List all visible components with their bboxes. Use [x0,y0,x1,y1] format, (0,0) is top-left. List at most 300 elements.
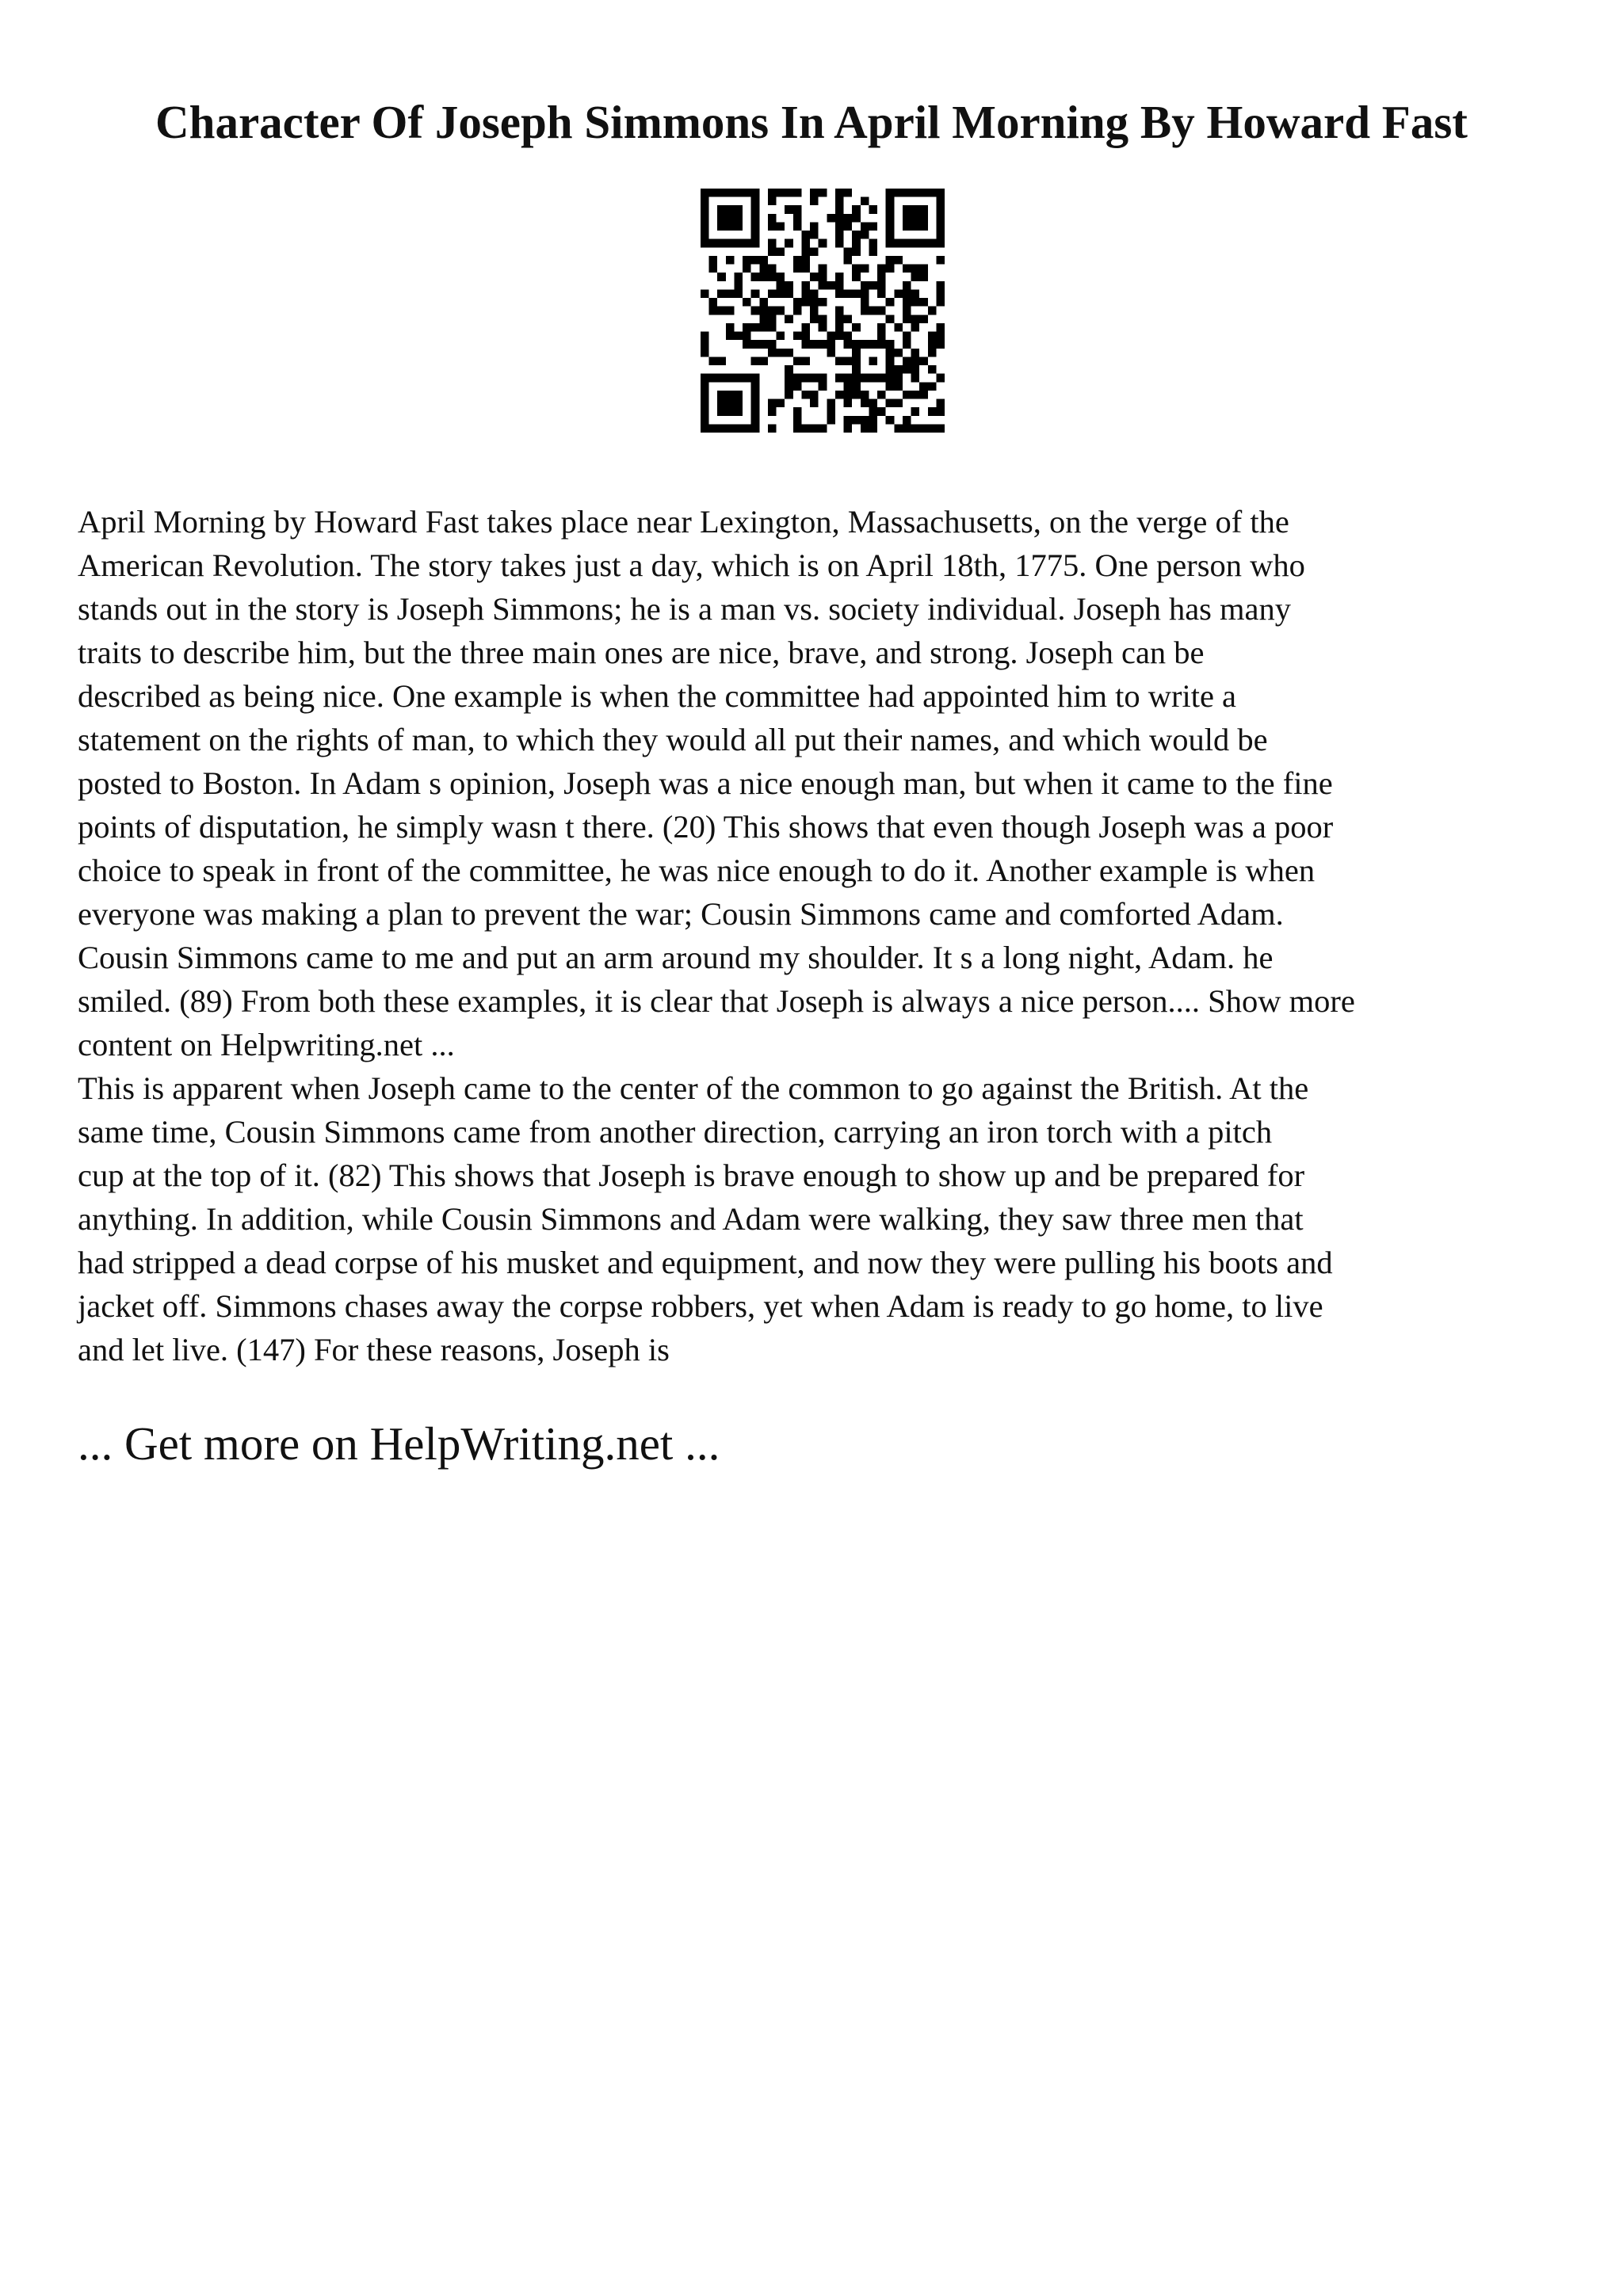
qr-module [709,298,718,307]
qr-module [911,349,920,357]
qr-module [869,416,877,425]
qr-module [726,214,735,223]
qr-module [768,222,777,231]
qr-module [894,349,903,357]
qr-module [903,281,911,290]
qr-module [759,357,768,365]
qr-module [759,340,768,349]
qr-module [869,407,877,416]
qr-module [734,374,743,383]
qr-module [768,340,777,349]
qr-module [801,265,810,273]
qr-module [743,424,751,433]
qr-module [701,424,709,433]
qr-module [936,231,945,239]
qr-module [810,315,819,323]
qr-module [768,197,777,206]
qr-module [709,256,718,265]
qr-module [936,340,945,349]
qr-module [717,214,726,223]
qr-module [819,265,827,273]
qr-module [936,374,945,383]
qr-module [768,407,777,416]
qr-module [734,399,743,408]
qr-module [709,307,718,315]
qr-module [903,315,911,323]
qr-module [911,374,920,383]
qr-module [793,189,802,197]
qr-module [751,424,760,433]
qr-module [835,273,844,281]
qr-module [869,374,877,383]
qr-module [852,382,861,391]
qr-module [844,424,853,433]
qr-module [734,289,743,298]
qr-module [936,239,945,248]
qr-module [734,281,743,290]
qr-module [751,357,760,365]
text-line: described as being nice. One example is when the committee had appointed him to write a [78,678,1237,714]
qr-module [844,382,853,391]
qr-module [844,256,853,265]
qr-module [869,247,877,256]
qr-module [877,289,886,298]
qr-module [936,424,945,433]
qr-module [911,189,920,197]
qr-module [701,289,709,298]
qr-module [852,273,861,281]
text-line: and let live. (147) For these reasons, Joseph is [78,1332,670,1367]
qr-module [793,205,802,214]
qr-module [869,424,877,433]
qr-module [810,189,819,197]
text-line: Cousin Simmons came to me and put an arm around my shoulder. It s a long night, Adam. he [78,940,1274,975]
qr-module [810,273,819,281]
qr-module [903,265,911,273]
qr-module [919,382,928,391]
qr-module [810,231,819,239]
qr-module [861,281,869,290]
qr-module [886,357,895,365]
text-line: everyone was making a plan to prevent the war; Cousin Simmons came and comforted Adam. [78,896,1284,932]
show-more-link[interactable]: content on Helpwriting.net ... [78,1027,455,1062]
qr-module [751,416,760,425]
qr-module [844,374,853,383]
text-line: statement on the rights of man, to which they would all put their names, and which would be [78,722,1268,757]
qr-module [701,231,709,239]
qr-module [801,391,810,399]
qr-module [793,265,802,273]
qr-module [801,340,810,349]
qr-module [852,391,861,399]
qr-module [810,374,819,383]
qr-module [835,214,844,223]
text-line: jacket off. Simmons chases away the corpse robbers, yet when Adam is ready to go home, to live [78,1288,1323,1324]
qr-module [886,365,895,374]
qr-module [801,289,810,298]
qr-module [701,374,709,383]
qr-module [911,265,920,273]
qr-module [759,273,768,281]
qr-module [852,357,861,365]
qr-module [777,189,785,197]
qr-module [844,357,853,365]
text-line: anything. In addition, while Cousin Simmons and Adam were walking, they saw three men that [78,1201,1304,1237]
qr-module [743,340,751,349]
qr-module [827,399,835,408]
text-line: traits to describe him, but the three main ones are nice, brave, and strong. Joseph can be [78,635,1205,670]
qr-module [801,424,810,433]
qr-module [701,222,709,231]
text-line: stands out in the story is Joseph Simmons; he is a man vs. society individual. Joseph has many [78,591,1292,627]
qr-module [877,273,886,281]
qr-module [734,222,743,231]
qr-module [835,222,844,231]
qr-module [734,189,743,197]
qr-module [869,357,877,365]
qr-module [886,197,895,206]
text-line: same time, Cousin Simmons came from another direction, carrying an iron torch with a pitch [78,1114,1273,1150]
qr-module [777,399,785,408]
qr-module [886,416,895,425]
qr-module [726,332,735,341]
qr-module [877,265,886,273]
qr-module [911,298,920,307]
text-line: points of disputation, he simply wasn t there. (20) This shows that even though Joseph was a poor [78,809,1334,845]
qr-module [793,416,802,425]
qr-module [903,239,911,248]
qr-module [886,222,895,231]
text-line: American Revolution. The story takes just a day, which is on April 18th, 1775. One person who [78,547,1305,583]
qr-module [759,315,768,323]
qr-module [919,239,928,248]
qr-module [894,323,903,332]
qr-module [726,391,735,399]
qr-module [726,399,735,408]
qr-module [726,407,735,416]
qr-module [936,281,945,290]
qr-module [903,391,911,399]
text-line: cup at the top of it. (82) This shows that Joseph is brave enough to show up and be prepared for [78,1158,1305,1193]
qr-module [844,399,853,408]
qr-module [844,289,853,298]
qr-module [801,231,810,239]
qr-module [852,247,861,256]
qr-module [919,214,928,223]
qr-module [751,256,760,265]
qr-module [877,374,886,383]
qr-module [835,239,844,248]
qr-module [861,340,869,349]
qr-module [768,189,777,197]
qr-module [844,391,853,399]
qr-module [936,197,945,206]
qr-module [793,222,802,231]
qr-module [936,407,945,416]
qr-module [793,382,802,391]
qr-module [734,424,743,433]
qr-module [743,189,751,197]
qr-module [877,407,886,416]
qr-module [936,256,945,265]
qr-module [919,391,928,399]
qr-module [869,239,877,248]
qr-module [911,323,920,332]
qr-module [751,289,760,298]
qr-module [861,374,869,383]
qr-module [819,273,827,281]
qr-module [835,289,844,298]
qr-module [810,247,819,256]
qr-module [903,298,911,307]
qr-module [768,399,777,408]
qr-module [928,332,937,341]
qr-module [726,323,735,332]
qr-module [835,391,844,399]
qr-module [734,205,743,214]
qr-module [886,231,895,239]
qr-module [793,424,802,433]
qr-module [709,357,718,365]
qr-module [801,281,810,290]
qr-module [936,298,945,307]
qr-module [919,357,928,365]
qr-module [919,265,928,273]
qr-module [701,382,709,391]
qr-module [877,391,886,399]
qr-module [734,391,743,399]
qr-module [852,416,861,425]
qr-module [717,239,726,248]
qr-module [726,374,735,383]
qr-module [919,424,928,433]
qr-module [928,424,937,433]
qr-module [801,374,810,383]
qr-module [928,407,937,416]
qr-module [861,307,869,315]
qr-module [801,357,810,365]
qr-module [844,222,853,231]
qr-module [701,407,709,416]
qr-module [861,424,869,433]
qr-module [785,205,793,214]
text-line: posted to Boston. In Adam s opinion, Joseph was a nice enough man, but when it came to the fine [78,765,1333,801]
qr-module [861,222,869,231]
qr-module [844,189,853,197]
qr-module [810,197,819,206]
qr-module [701,340,709,349]
qr-module [777,247,785,256]
qr-code-icon[interactable] [701,189,945,433]
qr-module [777,307,785,315]
qr-module [886,298,895,307]
qr-module [886,205,895,214]
qr-module [877,323,886,332]
qr-module [903,222,911,231]
paragraph-2 [78,1066,1568,1371]
qr-module [801,298,810,307]
qr-module [717,391,726,399]
qr-module [819,281,827,290]
qr-module [785,315,793,323]
qr-module [717,205,726,214]
qr-module [911,205,920,214]
qr-module [827,281,835,290]
qr-module [835,189,844,197]
qr-module [768,323,777,332]
qr-module [777,222,785,231]
qr-module [810,222,819,231]
document-title: Character Of Joseph Simmons In April Morning By Howard Fast [155,96,1468,148]
qr-module [793,307,802,315]
qr-module [743,239,751,248]
qr-module [759,256,768,265]
qr-module [852,340,861,349]
qr-module [869,340,877,349]
qr-module [768,273,777,281]
qr-module [936,323,945,332]
qr-module [785,391,793,399]
qr-module [810,340,819,349]
qr-module [726,189,735,197]
qr-module [743,298,751,307]
qr-module [709,239,718,248]
qr-module [810,298,819,307]
qr-module [709,189,718,197]
qr-module [810,289,819,298]
text-line: April Morning by Howard Fast takes place near Lexington, Massachusetts, on the verge of the [78,504,1289,540]
qr-module [852,349,861,357]
qr-module [928,307,937,315]
get-more-link[interactable]: ... Get more on HelpWriting.net ... [78,1417,720,1470]
qr-module [852,239,861,248]
qr-module [835,332,844,341]
qr-module [701,205,709,214]
qr-module [886,382,895,391]
qr-module [743,256,751,265]
qr-module [886,214,895,223]
qr-module [903,424,911,433]
qr-module [903,332,911,341]
qr-module [911,424,920,433]
qr-module [768,239,777,248]
qr-module [751,407,760,416]
qr-module [785,189,793,197]
qr-module [928,365,937,374]
qr-module [734,273,743,281]
qr-module [751,189,760,197]
qr-module [844,340,853,349]
qr-module [701,416,709,425]
qr-module [936,289,945,298]
qr-module [751,307,760,315]
qr-module [701,239,709,248]
qr-module [886,315,895,323]
qr-module [911,315,920,323]
qr-module [793,407,802,416]
qr-module [726,222,735,231]
qr-module [886,340,895,349]
qr-module [751,382,760,391]
qr-module [726,205,735,214]
qr-module [819,323,827,332]
qr-module [869,205,877,214]
qr-module [743,332,751,341]
qr-module [717,307,726,315]
qr-module [759,298,768,307]
qr-module [793,357,802,365]
qr-module [894,382,903,391]
qr-module [936,222,945,231]
qr-module [903,189,911,197]
qr-module [701,332,709,341]
qr-module [726,307,735,315]
qr-module [751,197,760,206]
qr-module [810,307,819,315]
qr-module [717,424,726,433]
qr-module [894,239,903,248]
qr-module [801,256,810,265]
qr-module [877,281,886,290]
qr-module [827,416,835,425]
qr-module [701,214,709,223]
qr-module [844,315,853,323]
qr-module [835,315,844,323]
qr-module [751,222,760,231]
text-line: choice to speak in front of the committee, he was nice enough to do it. Another example is when [78,852,1316,888]
qr-module [852,289,861,298]
qr-module [936,205,945,214]
qr-module [869,281,877,290]
qr-module [911,357,920,365]
qr-module [768,315,777,323]
qr-module [801,239,810,248]
qr-module [869,399,877,408]
qr-module [835,281,844,290]
text-line: This is apparent when Joseph came to the center of the common to go against the British. At the [78,1070,1309,1106]
qr-module [827,340,835,349]
qr-module [785,365,793,374]
qr-module [777,273,785,281]
qr-module [852,214,861,223]
qr-module [886,189,895,197]
qr-module [861,289,869,298]
qr-module [819,382,827,391]
qr-module [827,214,835,223]
qr-module [936,189,945,197]
qr-module [844,247,853,256]
qr-module [827,407,835,416]
qr-module [911,273,920,281]
qr-module [869,222,877,231]
qr-module [734,239,743,248]
qr-module [894,374,903,383]
qr-module [734,407,743,416]
qr-module [801,323,810,332]
qr-module [819,424,827,433]
qr-module [827,332,835,341]
qr-module [877,332,886,341]
qr-module [861,391,869,399]
qr-module [717,357,726,365]
qr-module [810,391,819,399]
qr-module [919,298,928,307]
qr-module [919,315,928,323]
qr-module [751,205,760,214]
qr-module [819,374,827,383]
qr-module [886,399,895,408]
qr-module [835,231,844,239]
